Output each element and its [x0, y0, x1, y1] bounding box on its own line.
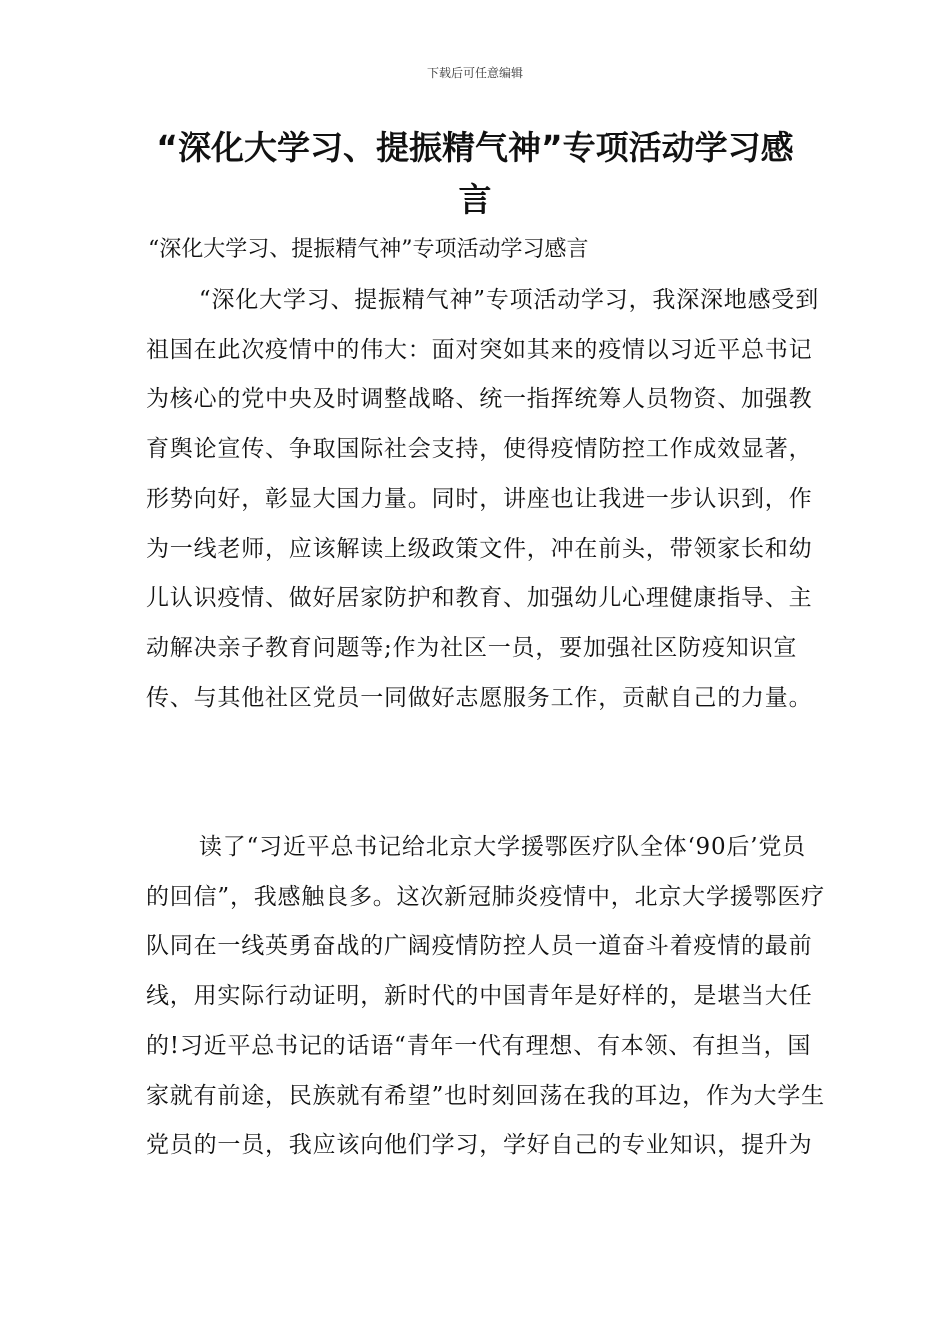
body-paragraph: 读了“习近平总书记给北京大学援鄂医疗队全体‘90后’党员的回信”，我感触良多。这次新冠肺炎疫情中，北京大学援鄂医疗队同在一线英勇奋战的广阔疫情防控人员一道奋斗着疫情的最前线，用实际行动证明，新时代的中国青年是好样的，是堪当大任的!习近平总书记的话语“青年一代有理想、有本领、有担当，国家就有前途，民族就有希望”也时刻回荡在我的耳边，作为大学生党员的一员，我应该向他们学习，学好自己的专业知识，提升为 [146, 834, 825, 1159]
header-note: 下载后可任意编辑 [426, 66, 523, 80]
body-paragraph: “深化大学习、提振精气神”专项活动学习，我深深地感受到祖国在此次疫情中的伟大：面对突如其来的疫情以习近平总书记为核心的党中央及时调整战略、统一指挥统筹人员物资、加强教育舆论宣传、争取国际社会支持，使得疫情防控工作成效显著，形势向好，彰显大国力量。同时，讲座也让我进一步认识到，作为一线老师，应该解读上级政策文件，冲在前头，带领家长和幼儿认识疫情、做好居家防护和教育、加强幼儿心理健康指导、主动解决亲子教育问题等;作为社区一员，要加强社区防疫知识宣传、与其他社区党员一同做好志愿服务工作，贡献自己的力量。 [146, 287, 820, 711]
document-subtitle: “深化大学习、提振精气神”专项活动学习感言 [148, 237, 589, 262]
document-title: “深化大学习、提振精气神”专项活动学习感言 [156, 128, 794, 219]
